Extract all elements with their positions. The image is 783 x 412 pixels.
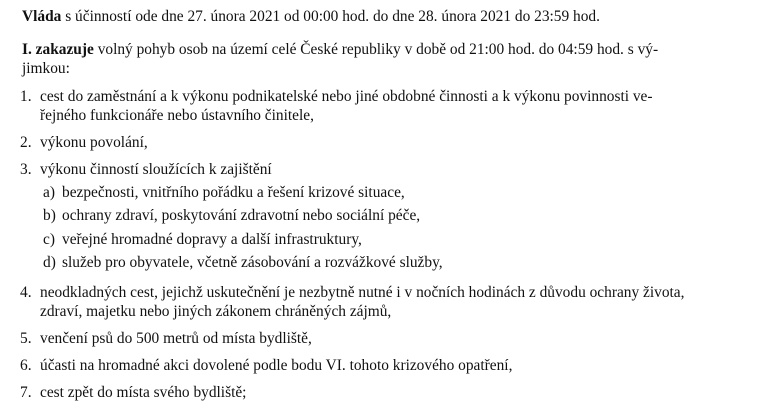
sub-item-text: bezpečnosti, vnitřního pořádku a řešení krizové situace, bbox=[62, 184, 405, 201]
sub-item-letter: d) bbox=[43, 254, 56, 271]
item-number: 2. bbox=[20, 134, 32, 151]
header-line bbox=[22, 7, 600, 27]
item-number: 1. bbox=[20, 88, 32, 105]
intro-text-2: jimkou: bbox=[22, 60, 70, 77]
intro-line-2 bbox=[22, 59, 70, 79]
sub-item-text: služeb pro obyvatele, včetně zásobování a rozvážkové služby, bbox=[62, 254, 443, 271]
intro-bold: I. zakazuje bbox=[22, 41, 94, 58]
item-text: neodkladných cest, jejichž uskutečnění je nezbytně nutné i v nočních hodinách z důvodu ochrany života, bbox=[40, 284, 685, 301]
item-number: 5. bbox=[20, 330, 32, 347]
sub-item-letter: c) bbox=[43, 231, 55, 248]
item-text: cest do zaměstnání a k výkonu podnikatelské nebo jiné obdobné činnosti a k výkonu povinnosti ve- bbox=[40, 88, 653, 105]
item-number: 3. bbox=[20, 161, 32, 178]
sub-item-text: veřejné hromadné dopravy a další infrastruktury, bbox=[62, 231, 362, 248]
item-text-continuation: řejného funkcionáře nebo ústavního činitele, bbox=[40, 107, 314, 124]
sub-item-letter: b) bbox=[43, 207, 56, 224]
item-text-continuation: zdraví, majetku nebo jiných zákonem chráněných zájmů, bbox=[40, 303, 392, 320]
item-number: 7. bbox=[20, 384, 32, 401]
header-rest: s účinností ode dne 27. února 2021 od 00:00 hod. do dne 28. února 2021 do 23:59 hod. bbox=[65, 8, 600, 25]
sub-item-text: ochrany zdraví, poskytování zdravotní nebo sociální péče, bbox=[62, 207, 421, 224]
item-text: výkonu povolání, bbox=[40, 134, 148, 151]
item-number: 6. bbox=[20, 357, 32, 374]
item-text: účasti na hromadné akci dovolené podle bodu VI. tohoto krizového opatření, bbox=[40, 357, 513, 374]
intro-text: volný pohyb osob na území celé České republiky v době od 21:00 hod. do 04:59 hod. s vý- bbox=[97, 41, 659, 58]
intro-line-1 bbox=[22, 40, 658, 60]
item-text: venčení psů do 500 metrů od místa bydliště, bbox=[40, 330, 312, 347]
item-text: cest zpět do místa svého bydliště; bbox=[40, 384, 247, 401]
item-text: výkonu činností sloužících k zajištění bbox=[40, 161, 272, 178]
item-number: 4. bbox=[20, 284, 32, 301]
header-bold: Vláda bbox=[22, 8, 62, 25]
sub-item-letter: a) bbox=[43, 184, 55, 201]
